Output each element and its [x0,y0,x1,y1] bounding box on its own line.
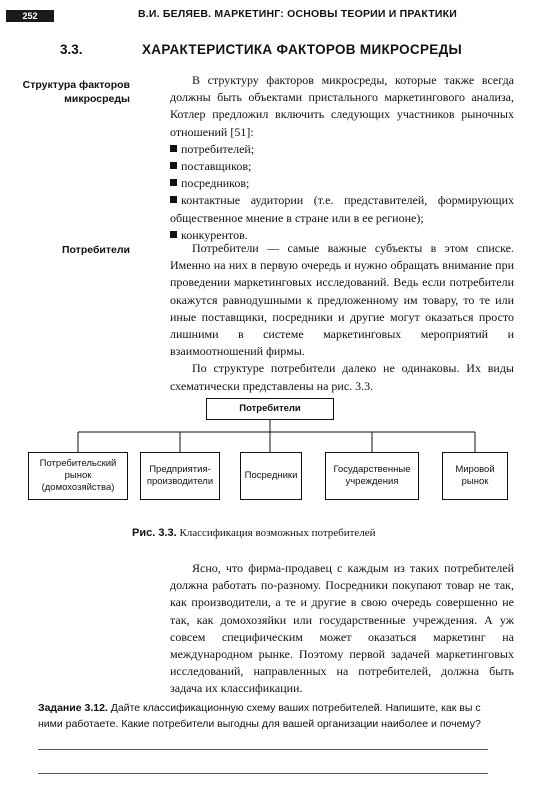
bullet-square-icon [170,196,177,203]
task-block [38,700,508,732]
list-item [170,141,514,158]
task-label: Задание 3.12. [38,702,108,714]
list-item-text: посредников; [181,176,250,191]
after-figure-block [170,560,514,698]
list-item-text: поставщиков; [181,159,252,174]
section-title: ХАРАКТЕРИСТИКА ФАКТОРОВ МИКРОСРЕДЫ [142,42,463,57]
bullet-square-icon [170,145,177,152]
section-number: 3.3. [60,42,83,57]
consumers-paragraph-2: По структуре потребители далеко не одинаковы. Их виды схематически представлены на рис. 3.3. [170,361,514,393]
list-item-text: конкурентов. [181,227,248,242]
bullet-square-icon [170,179,177,186]
bullet-square-icon [170,162,177,169]
consumer-classification-diagram [0,390,540,520]
margin-note-consumers: Потребители [61,244,130,256]
list-item-text: потребителей; [181,141,255,156]
diagram-node-producers: Предприятия-производители [140,452,220,500]
answer-line [38,749,488,750]
list-item-text: контактные аудитории (т.е. представителей, формирующих общественное мнение в стране или в ее регионе); [170,193,514,225]
diagram-node-government: Государственные учреждения [325,452,419,500]
bullet-square-icon [170,231,177,238]
diagram-node-consumer-market: Потребительский рынок (домохозяйства) [28,452,128,500]
after-figure-paragraph: Ясно, что фирма-продавец с каждым из таких потребителей должна работать по-разному. Посредники покупают товар не так, как производители, а те и другие в свою очередь совершенно не так, как домохозяйки или государственные учреждения. А уж совсем специфическим может оказаться маркетинг на международном рынке. Поэтому первой задачей маркетинговых исследований, направленных на потребителей, должна быть задача их классификации. [170,561,514,696]
running-title: В.И. БЕЛЯЕВ. МАРКЕТИНГ: ОСНОВЫ ТЕОРИИ И ПРАКТИКИ [138,8,458,20]
intro-paragraph: В структуру факторов микросреды, которые также всегда должны быть объектами пристального маркетингового анализа, Котлер предложил включить следующих участников рыночных отношений [51]: [170,73,514,139]
intro-block [170,72,514,244]
consumers-block [170,240,514,395]
page-number: 252 [6,10,54,22]
answer-line [38,773,488,774]
diagram-node-intermediaries: Посредники [240,452,302,500]
diagram-node-world-market: Мировой рынок [442,452,508,500]
figure-label: Рис. 3.3. [132,527,177,539]
diagram-root-node: Потребители [206,398,334,420]
consumers-paragraph-1: Потребители — самые важные субъекты в этом списке. Именно на них в первую очередь и нужно обращать внимание при проведении маркетинговых исследований. Ведь если потребители окажутся равнодушными к предложенному им товару, то те или иные поставщики, посредники и другие могут оказаться просто лишними в системе маркетинговых мероприятий и взаимоотношений фирмы. [170,241,514,359]
figure-caption-text: Классификация возможных потребителей [179,527,376,539]
task-text: Дайте классификационную схему ваших потребителей. Напишите, как вы с ними работаете. Какие потребители выгодны для вашей организации наиболее и почему? [38,702,481,730]
participants-list [170,141,514,244]
list-item [170,192,514,226]
list-item [170,158,514,175]
margin-note-structure: Структура факторов микросреды [22,79,130,105]
figure-caption [132,527,376,539]
list-item [170,175,514,192]
